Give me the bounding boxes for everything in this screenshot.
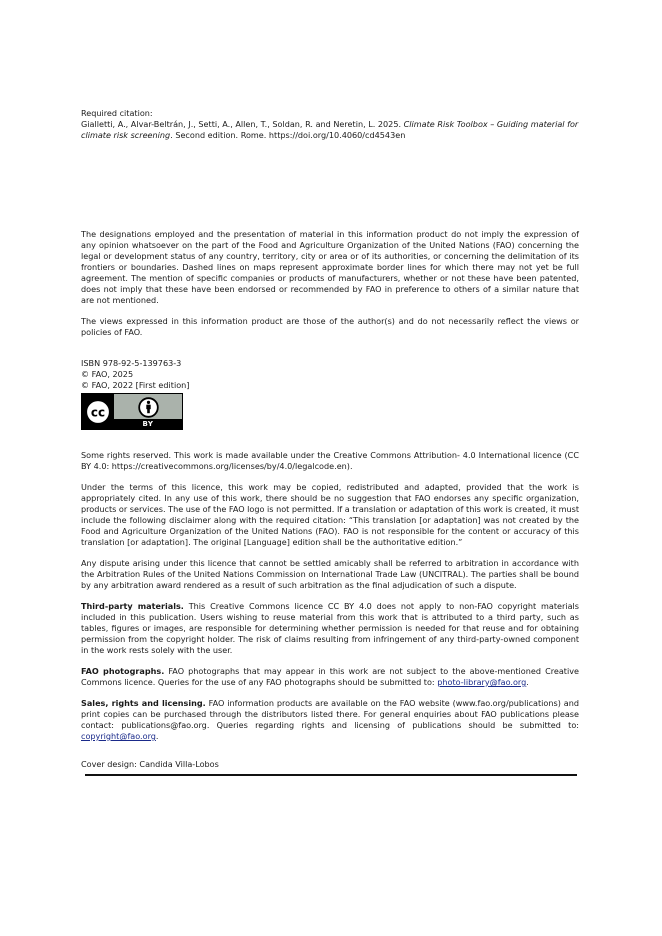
copyright-email-link[interactable]: copyright@fao.org: [81, 731, 156, 741]
by-panel: [114, 394, 182, 429]
fao-photographs: [81, 666, 579, 688]
sales-rights-licensing: [81, 698, 579, 742]
rights-reserved: Some rights reserved. This work is made available under the Creative Commons Attribution- 4.0 International licence (CC BY 4.0: https://creativecommons.org/licenses/by/4.0/legalcode.en).: [81, 450, 579, 471]
sales-text: FAO information products are available on the FAO website (www.fao.org/publications) and print copies can be purchased through the distributors listed there. For general enquiries about FAO publications please contact: publications@fao.org. Queries regarding rights and licensing of publications should be submitted to:: [81, 698, 579, 730]
citation-label: Required citation:: [81, 108, 153, 118]
citation-authors: Gialletti, A., Alvar-Beltrán, J., Setti, A., Allen, T., Soldan, R. and Neretin, L. 2025.: [81, 119, 402, 129]
bottom-rule: [85, 774, 577, 776]
copyright-2025: © FAO, 2025: [81, 369, 134, 379]
cc-text: cc: [90, 405, 106, 419]
isbn: ISBN 978-92-5-139763-3: [81, 358, 182, 368]
photos-heading: FAO photographs.: [81, 666, 165, 676]
third-party-materials: [81, 601, 579, 656]
cc-icon: [82, 394, 114, 429]
designations-disclaimer: The designations employed and the presentation of material in this information product do not imply the expression of any opinion whatsoever on the part of the Food and Agriculture Organization of the United Nations (FAO) concerning the legal or development status of any country, territory, city or area or of its authorities, or concerning the delimitation of its frontiers or boundaries. Dashed lines on maps represent approximate border lines for which there may not yet be full agreement. The mention of specific companies or products of manufacturers, whether or not these have been patented, does not imply that these have been endorsed or recommended by FAO in preference to others of a similar nature that are not mentioned.: [81, 229, 579, 305]
identifiers-block: [81, 358, 579, 391]
third-party-text: This Creative Commons licence CC BY 4.0 does not apply to non-FAO copyright materials included in this publication. Users wishing to reuse material from this work that is attributed to a third party, such as tables, figures or images, are responsible for determining whether permission is needed for that reuse and for obtaining permission from the copyright holder. The risk of claims resulting from infringement of any third-party-owned component in the work rests solely with the user.: [81, 601, 579, 655]
citation-rest: . Second edition. Rome. https://doi.org/10.4060/cd4543en: [170, 130, 406, 140]
dispute-clause: Any dispute arising under this licence that cannot be settled amicably shall be referred to arbitration in accordance with the Arbitration Rules of the United Nations Commission on International Trade Law (UNCITRAL). The parties shall be bound by any arbitration award rendered as a result of such arbitration as the final adjudication of such a dispute.: [81, 558, 579, 590]
required-citation: [81, 108, 579, 141]
cc-by-badge: [81, 393, 183, 430]
views-disclaimer: The views expressed in this information product are those of the author(s) and do not necessarily reflect the views or policies of FAO.: [81, 316, 579, 337]
sales-heading: Sales, rights and licensing.: [81, 698, 206, 708]
licence-terms: Under the terms of this licence, this work may be copied, redistributed and adapted, provided that the work is appropriately cited. In any use of this work, there should be no suggestion that FAO endorses any specific organization, products or services. The use of the FAO logo is not permitted. If a translation or adaptation of this work is created, it must include the following disclaimer along with the required citation: “This translation [or adaptation] was not created by the Food and Agriculture Organization of the United Nations (FAO). FAO is not responsible for the content or accuracy of this translation [or adaptation]. The original [Language] edition shall be the authoritative edition.”: [81, 482, 579, 547]
citation-title: Climate Risk Toolbox – Guiding material for climate risk screening: [81, 119, 579, 140]
sales-end: .: [155, 731, 159, 741]
citation-text: [81, 119, 579, 141]
by-label: BY: [114, 419, 182, 429]
copyright-2022: © FAO, 2022 [First edition]: [81, 380, 190, 390]
cover-design-credit: Cover design: Candida Villa-Lobos: [81, 759, 219, 769]
attribution-person-icon: [138, 397, 159, 418]
copyright-page: [81, 108, 579, 770]
photos-text: FAO photographs that may appear in this work are not subject to the above-mentioned Creative Commons licence. Queries for the use of any FAO photographs should be submitted to:: [81, 666, 579, 687]
third-party-heading: Third-party materials.: [81, 601, 184, 611]
photo-library-link[interactable]: photo-library@fao.org: [437, 677, 527, 687]
photos-end: .: [526, 677, 529, 687]
